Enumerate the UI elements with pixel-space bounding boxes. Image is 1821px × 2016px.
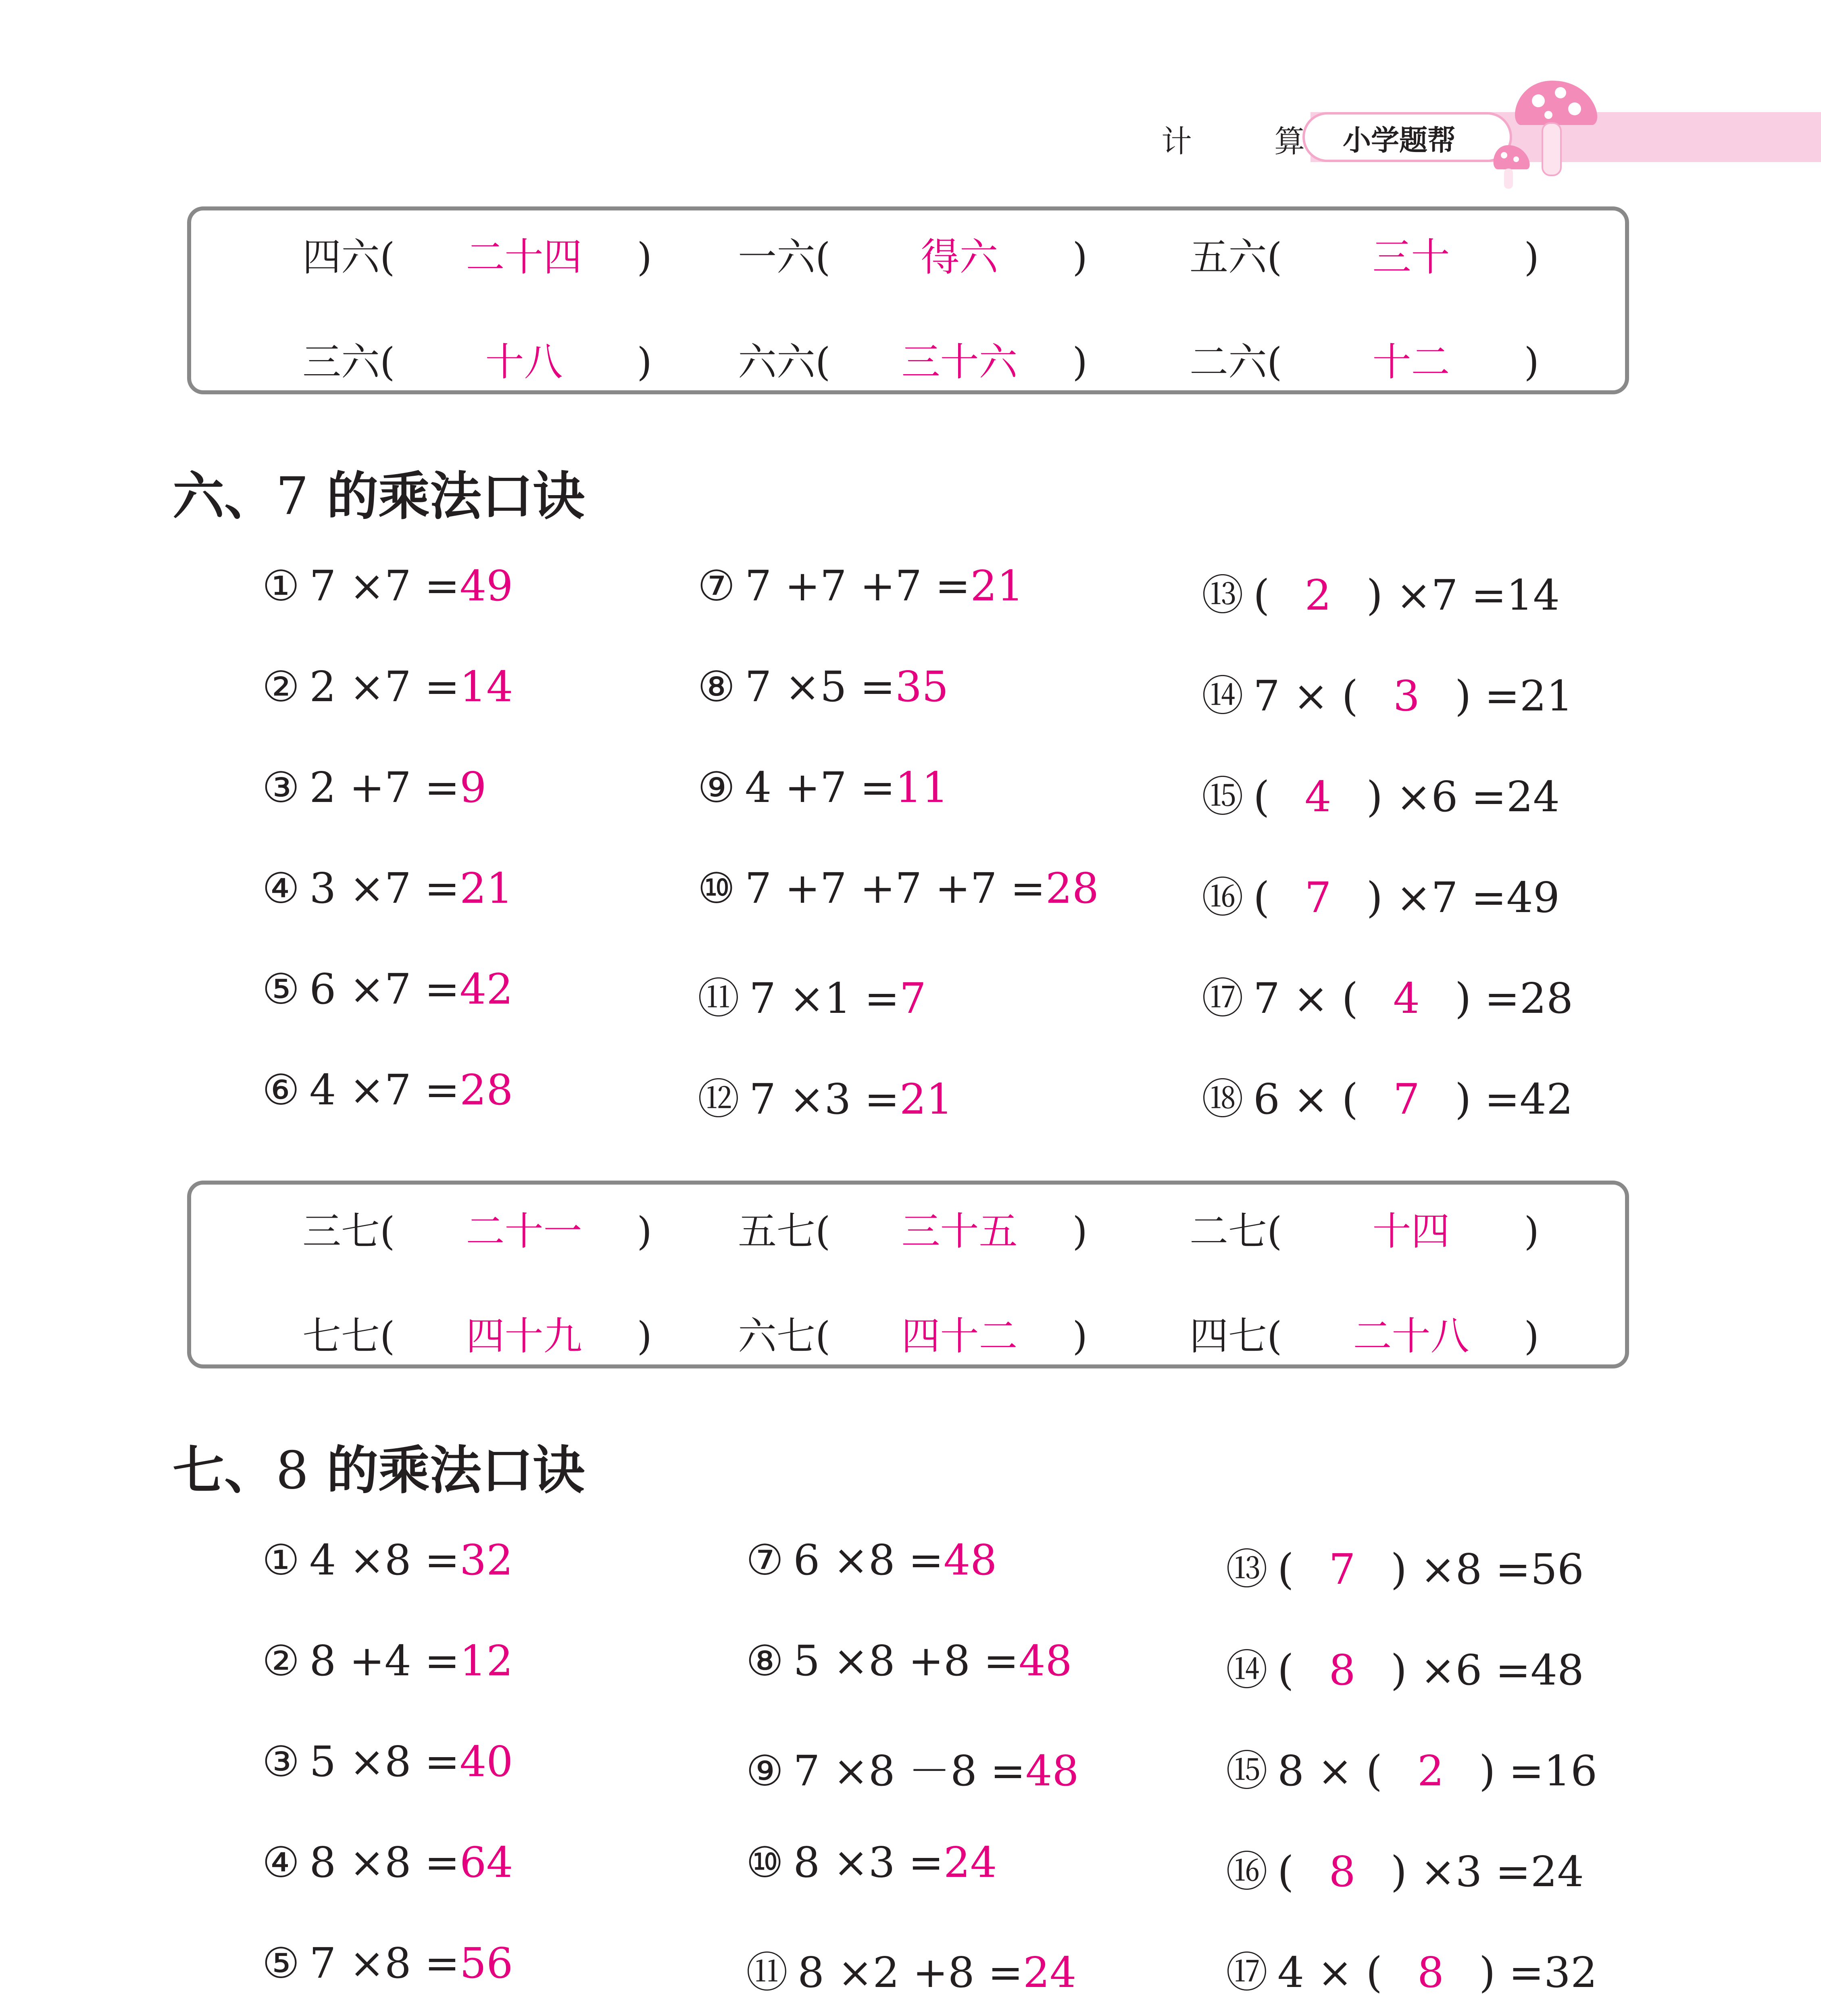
problem-expression: 2 +7 =	[309, 763, 460, 812]
problem-row	[1226, 1535, 1584, 1596]
problem-number: ⑭	[1202, 671, 1244, 721]
problem-row	[698, 964, 926, 1025]
problem-expression: 5 ×8 =	[309, 1737, 460, 1786]
problem-row	[1226, 1636, 1584, 1697]
problem-row	[1202, 1065, 1573, 1126]
problem-prefix: (	[1277, 1645, 1294, 1695]
problem-row	[1226, 1838, 1584, 1898]
problem-row	[262, 1737, 513, 1786]
problem-number: ⑤	[262, 964, 300, 1014]
problem-number: ③	[262, 763, 300, 812]
koujue-answer: 十二	[1372, 339, 1450, 385]
problem-row	[698, 763, 948, 812]
open-paren: (	[815, 235, 831, 280]
close-paren: )	[637, 1314, 652, 1359]
problem-number: ①	[262, 1535, 300, 1585]
section-7-prefix: 七、	[173, 1441, 276, 1501]
problem-row	[262, 1939, 513, 1988]
close-paren: )	[637, 235, 652, 280]
problem-number: ⑱	[1202, 1075, 1244, 1124]
koujue-item	[738, 331, 1088, 387]
koujue-question: 三七	[302, 1209, 380, 1254]
problem-answer: 64	[459, 1838, 513, 1887]
koujue-answer: 二十八	[1353, 1314, 1469, 1359]
section-6-prefix: 六、	[173, 467, 276, 527]
mushroom-icon	[1492, 69, 1637, 190]
problem-suffix: ) ×7 =14	[1366, 571, 1560, 620]
problem-number: ⑥	[262, 1065, 300, 1114]
problem-prefix: (	[1253, 571, 1270, 620]
problem-expression: 7 ×1 =	[749, 974, 900, 1023]
problem-number: ②	[262, 1636, 300, 1685]
section-7-title	[173, 1429, 585, 1503]
koujue-answer: 二十四	[466, 235, 582, 280]
problem-prefix: 4 × (	[1277, 1948, 1383, 1997]
koujue-question: 五七	[738, 1209, 815, 1254]
problem-number: ⑬	[1202, 571, 1244, 620]
problem-answer: 21	[459, 864, 513, 913]
problem-number: ⑧	[698, 662, 735, 711]
problem-number: ⑩	[698, 864, 735, 913]
problem-row	[698, 662, 948, 711]
problem-row	[1202, 763, 1560, 823]
koujue-answer: 三十	[1372, 235, 1450, 280]
problem-number: ②	[262, 662, 300, 711]
problem-number: ⑰	[1226, 1948, 1268, 1997]
problem-number: ③	[262, 1737, 300, 1786]
problem-expression: 5 ×8 +8 =	[793, 1636, 1019, 1685]
close-paren: )	[1524, 1209, 1539, 1254]
close-paren: )	[1524, 1314, 1539, 1359]
problem-answer: 28	[459, 1065, 513, 1114]
koujue-item	[738, 1306, 1088, 1361]
problem-row	[746, 1737, 1079, 1797]
problem-row	[262, 1838, 513, 1887]
problem-prefix: (	[1253, 873, 1270, 922]
problem-answer: 4	[1304, 772, 1331, 821]
problem-number: ⑯	[1226, 1847, 1268, 1896]
problem-row	[698, 561, 1024, 610]
open-paren: (	[380, 235, 395, 280]
problem-expression: 8 ×2 +8 =	[798, 1948, 1023, 1997]
problem-suffix: ) ×6 =48	[1390, 1645, 1584, 1695]
open-paren: (	[380, 339, 395, 385]
problem-answer: 9	[459, 763, 487, 812]
close-paren: )	[637, 1209, 652, 1254]
koujue-item	[302, 227, 652, 282]
koujue-item	[738, 1201, 1088, 1256]
problem-answer: 24	[943, 1838, 997, 1887]
koujue-question: 三六	[302, 339, 380, 385]
problem-answer: 3	[1393, 671, 1420, 721]
problem-expression: 7 ×8 －8 =	[793, 1746, 1026, 1795]
problem-expression: 2 ×7 =	[309, 662, 460, 711]
problem-number: ⑫	[698, 1075, 740, 1124]
problem-number: ①	[262, 561, 300, 610]
problem-answer: 48	[1019, 1636, 1072, 1685]
problem-expression: 6 ×7 =	[309, 964, 460, 1014]
problem-number: ⑯	[1202, 873, 1244, 922]
problem-suffix: ) =28	[1455, 974, 1573, 1023]
problem-suffix: ) =42	[1455, 1075, 1573, 1124]
problem-answer: 32	[459, 1535, 513, 1585]
problem-suffix: ) ×6 =24	[1366, 772, 1560, 821]
problem-answer: 2	[1417, 1746, 1444, 1795]
koujue-item	[1190, 227, 1539, 282]
problem-answer: 42	[459, 964, 513, 1014]
problem-answer: 8	[1329, 1645, 1356, 1695]
problem-answer: 7	[1329, 1545, 1356, 1594]
header-label: 小学题帮	[1343, 124, 1456, 157]
koujue-question: 四七	[1190, 1314, 1267, 1359]
problem-suffix: ) ×8 =56	[1390, 1545, 1584, 1594]
problem-suffix: ) =32	[1479, 1948, 1598, 1997]
problem-number: ⑮	[1202, 772, 1244, 821]
problem-prefix: (	[1277, 1847, 1294, 1896]
close-paren: )	[1524, 235, 1539, 280]
problem-answer: 11	[895, 763, 949, 812]
problem-suffix: ) =16	[1479, 1746, 1598, 1795]
close-paren: )	[1072, 1314, 1088, 1359]
problem-number: ④	[262, 864, 300, 913]
problem-suffix: ) =21	[1455, 671, 1573, 721]
problem-row	[262, 1535, 513, 1585]
problem-answer: 48	[1025, 1746, 1079, 1795]
problem-answer: 56	[459, 1939, 513, 1988]
problem-row	[262, 1065, 513, 1114]
problem-answer: 7	[1393, 1075, 1420, 1124]
section-6-heading: 的乘法口诀	[327, 467, 585, 527]
problem-row	[1202, 964, 1573, 1025]
koujue-answer: 四十九	[466, 1314, 582, 1359]
koujue-item	[1190, 331, 1539, 387]
problem-row	[746, 1535, 997, 1585]
problem-expression: 4 ×7 =	[309, 1065, 460, 1114]
koujue-answer: 得六	[921, 235, 998, 280]
problem-expression: 6 ×8 =	[793, 1535, 944, 1585]
problem-number: ⑪	[698, 974, 740, 1023]
close-paren: )	[1072, 339, 1088, 385]
section-6-title	[173, 455, 585, 529]
problem-expression: 7 ×7 =	[309, 561, 460, 610]
koujue-item	[1190, 1306, 1539, 1361]
header-subject: 计 算	[1161, 123, 1342, 159]
problem-number: ⑮	[1226, 1746, 1268, 1795]
problem-row	[262, 763, 486, 812]
problem-answer: 7	[899, 974, 926, 1023]
problem-number: ⑬	[1226, 1545, 1268, 1594]
problem-row	[746, 1939, 1076, 1999]
koujue-answer: 十四	[1372, 1209, 1450, 1254]
problem-answer: 21	[899, 1075, 953, 1124]
koujue-item	[738, 227, 1088, 282]
problem-expression: 3 ×7 =	[309, 864, 460, 913]
problem-number: ⑧	[746, 1636, 784, 1685]
koujue-question: 七七	[302, 1314, 380, 1359]
problem-expression: 8 ×3 =	[793, 1838, 944, 1887]
section-7-heading: 的乘法口诀	[327, 1441, 585, 1501]
problem-prefix: (	[1253, 772, 1270, 821]
koujue-answer: 三十六	[901, 339, 1018, 385]
koujue-answer: 三十五	[901, 1209, 1018, 1254]
problem-answer: 8	[1417, 1948, 1444, 1997]
problem-prefix: 7 × (	[1253, 974, 1358, 1023]
open-paren: (	[1267, 235, 1282, 280]
problem-number: ④	[262, 1838, 300, 1887]
problem-answer: 12	[459, 1636, 513, 1685]
open-paren: (	[380, 1209, 395, 1254]
problem-number: ⑨	[746, 1746, 784, 1795]
koujue-question: 一六	[738, 235, 815, 280]
problem-answer: 35	[895, 662, 949, 711]
problem-answer: 49	[459, 561, 513, 610]
koujue-item	[302, 331, 652, 387]
problem-number: ⑪	[746, 1948, 788, 1997]
problem-answer: 8	[1329, 1847, 1356, 1896]
problem-answer: 21	[970, 561, 1024, 610]
problem-row	[1202, 662, 1573, 723]
koujue-question: 五六	[1190, 235, 1267, 280]
problem-answer: 28	[1045, 864, 1099, 913]
koujue-item	[302, 1306, 652, 1361]
problem-expression: 4 ×8 =	[309, 1535, 460, 1585]
problem-prefix: 8 × (	[1277, 1746, 1383, 1795]
problem-expression: 7 ×5 =	[745, 662, 895, 711]
problem-row	[746, 1838, 997, 1887]
koujue-item	[302, 1201, 652, 1256]
koujue-question: 六七	[738, 1314, 815, 1359]
problem-number: ⑦	[746, 1535, 784, 1585]
close-paren: )	[1072, 1209, 1088, 1254]
problem-expression: 7 +7 +7 +7 =	[745, 864, 1046, 913]
problem-suffix: ) ×7 =49	[1366, 873, 1560, 922]
problem-expression: 8 ×8 =	[309, 1838, 460, 1887]
section-7-number: 8	[276, 1441, 309, 1501]
problem-number: ⑨	[698, 763, 735, 812]
koujue-item	[1190, 1201, 1539, 1256]
koujue-question: 二六	[1190, 339, 1267, 385]
koujue-question: 六六	[738, 339, 815, 385]
problem-row	[262, 1636, 513, 1685]
open-paren: (	[815, 1209, 831, 1254]
problem-number: ⑩	[746, 1838, 784, 1887]
problem-row	[698, 1065, 953, 1126]
open-paren: (	[380, 1314, 395, 1359]
koujue-answer: 二十一	[466, 1209, 582, 1254]
problem-prefix: 6 × (	[1253, 1075, 1358, 1124]
problem-row	[1202, 561, 1560, 622]
section-6-number: 7	[276, 467, 309, 527]
problem-number: ⑭	[1226, 1645, 1268, 1695]
open-paren: (	[1267, 1314, 1282, 1359]
koujue-question: 四六	[302, 235, 380, 280]
koujue-answer: 四十二	[901, 1314, 1018, 1359]
problem-row	[262, 662, 513, 711]
problem-expression: 7 ×8 =	[309, 1939, 460, 1988]
close-paren: )	[1524, 339, 1539, 385]
problem-row	[262, 864, 513, 913]
koujue-question: 二七	[1190, 1209, 1267, 1254]
problem-expression: 7 ×3 =	[749, 1075, 900, 1124]
open-paren: (	[815, 339, 831, 385]
problem-answer: 2	[1304, 571, 1331, 620]
problem-answer: 40	[459, 1737, 513, 1786]
open-paren: (	[815, 1314, 831, 1359]
problem-answer: 7	[1304, 873, 1331, 922]
problem-expression: 8 +4 =	[309, 1636, 460, 1685]
problem-answer: 4	[1393, 974, 1420, 1023]
problem-number: ⑰	[1202, 974, 1244, 1023]
close-paren: )	[637, 339, 652, 385]
problem-answer: 24	[1023, 1948, 1077, 1997]
koujue-answer: 十八	[485, 339, 563, 385]
open-paren: (	[1267, 1209, 1282, 1254]
problem-row	[698, 864, 1099, 913]
close-paren: )	[1072, 235, 1088, 280]
problem-row	[1226, 1737, 1597, 1797]
problem-number: ⑦	[698, 561, 735, 610]
problem-answer: 14	[459, 662, 513, 711]
problem-answer: 48	[943, 1535, 997, 1585]
problem-row	[262, 561, 513, 610]
problem-number: ⑤	[262, 1939, 300, 1988]
problem-expression: 4 +7 =	[745, 763, 895, 812]
problem-expression: 7 +7 +7 =	[745, 561, 971, 610]
problem-row	[262, 964, 513, 1014]
problem-row	[1202, 864, 1560, 924]
problem-suffix: ) ×3 =24	[1390, 1847, 1584, 1896]
problem-row	[746, 1636, 1072, 1685]
open-paren: (	[1267, 339, 1282, 385]
problem-row	[1226, 1939, 1597, 1999]
problem-prefix: (	[1277, 1545, 1294, 1594]
problem-prefix: 7 × (	[1253, 671, 1358, 721]
